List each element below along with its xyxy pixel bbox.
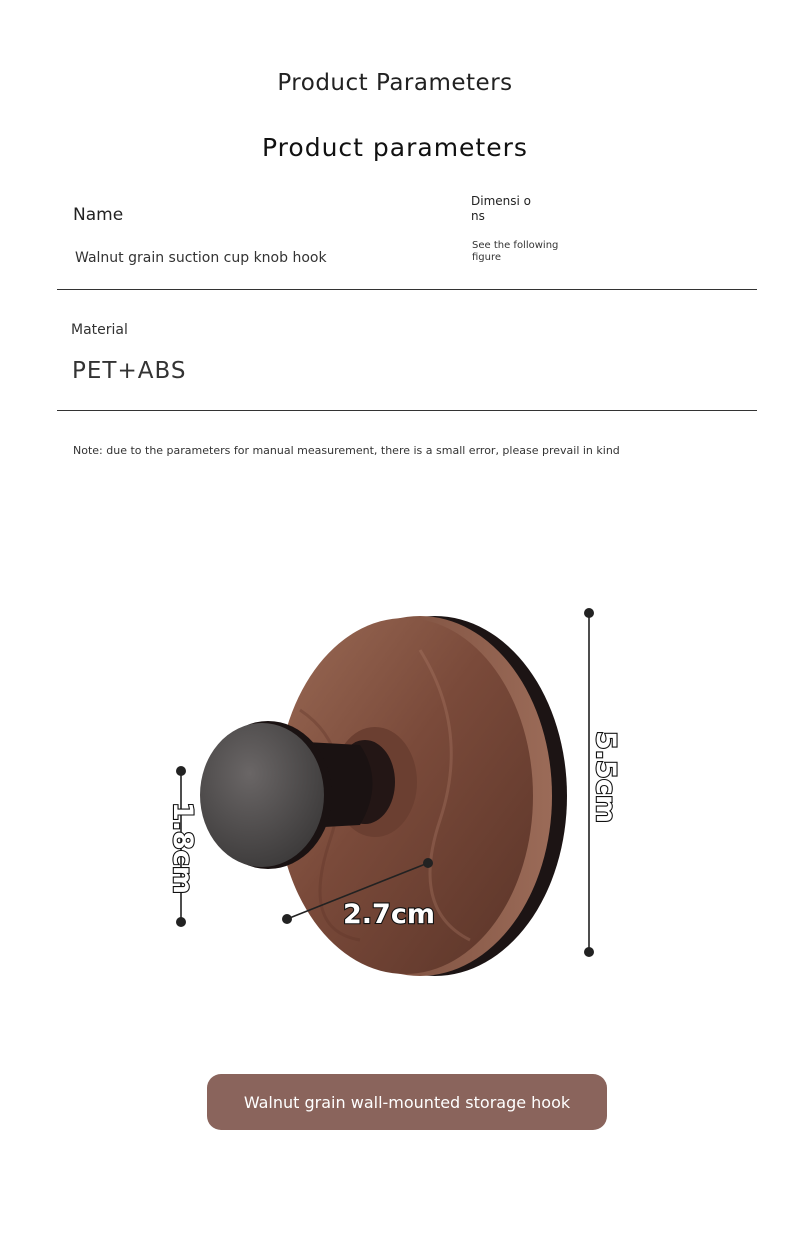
material-value: PET+ABS: [72, 358, 187, 384]
divider: [57, 410, 757, 411]
knob-height-dimension: [167, 766, 198, 927]
measurement-note: Note: due to the parameters for manual measurement, there is a small error, please prevail in kind: [73, 444, 620, 457]
depth-label: 2.7cm: [343, 899, 435, 930]
name-label: Name: [73, 205, 124, 225]
name-value: Walnut grain suction cup knob hook: [75, 250, 327, 266]
height-label: 5.5cm: [590, 731, 621, 823]
material-label: Material: [71, 322, 128, 338]
product-caption-badge: [207, 1074, 607, 1130]
dimensions-value: See the following figure: [472, 240, 559, 263]
page-title: Product Parameters: [277, 70, 513, 96]
section-title: Product parameters: [262, 133, 528, 162]
product-caption: Walnut grain wall-mounted storage hook: [243, 1092, 571, 1112]
product-dimension-figure: [0, 540, 790, 1020]
knob-height-label: 1.8cm: [167, 802, 198, 894]
divider: [57, 289, 757, 290]
dimensions-label: Dimensi ons: [471, 194, 531, 223]
height-dimension: [584, 608, 621, 957]
